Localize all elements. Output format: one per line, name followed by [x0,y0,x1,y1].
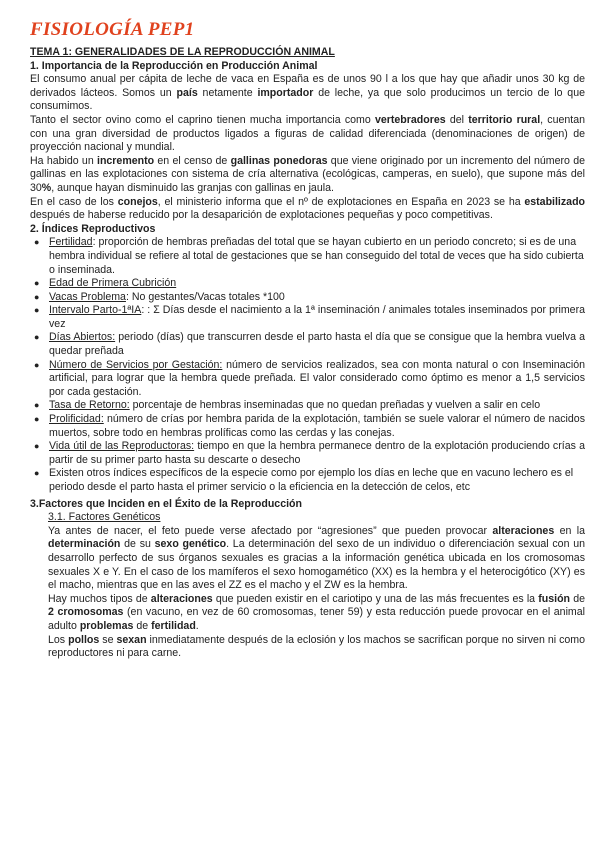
section-1-paragraph-2: Tanto el sector ovino como el caprino tienen mucha importancia como vertebradores del territorio rural, cuentan con una gran diversidad de productos ligados a figuras de calidad diferenciada (denominaciones de origen) de proyección nacional y mundial. [30,113,586,154]
list-item: ● Edad de Primera Cubrición [34,277,177,290]
section-3-paragraph-3: Los pollos se sexan inmediatamente después de la eclosión y los machos se sacrifican porque no sirven ni como reproductores ni para carne. [48,633,585,660]
list-item: ● Vacas Problema: No gestantes/Vacas totales *100 [34,290,285,303]
list-item: ● Fertilidad: proporción de hembras preñadas del total que se hayan cubierto en un periodo concreto; si es de una hembra individual se refiere al total de gestaciones que se han conseguido del total de veces que ha sido cubierta o inseminada. [34,236,584,276]
tema-heading: TEMA 1: GENERALIDADES DE LA REPRODUCCIÓN ANIMAL [30,46,335,58]
section-1-paragraph-1: El consumo anual per cápita de leche de vaca en España es de unos 90 l a los que hay que añadir unos 30 kg de derivados lácteos. Somos un país netamente importador de leche, ya que solo producimos un tercio de lo que consumimos. [30,73,585,113]
bullet-icon: ● [34,414,40,425]
bullet-icon: ● [34,468,40,479]
section-1-paragraph-4: En el caso de los conejos, el ministerio informa que el nº de explotaciones en España en 2023 se ha estabilizado después de haberse reducido por la desaparición de explotaciones pequeñas y poco competitivas. [30,195,586,222]
indices-list [30,236,585,494]
bullet-icon: ● [34,441,40,452]
bullet-icon: ● [34,400,40,411]
list-item: ● Días Abiertos: periodo (días) que transcurren desde el parto hasta el día que se consigue que la hembra vuelva a quedar preñada [34,331,585,358]
bullet-icon: ● [34,291,40,302]
section-3-heading: 3.Factores que Inciden en el Éxito de la Reproducción [30,497,302,510]
bullet-icon: ● [34,359,40,370]
bullet-icon: ● [34,305,40,316]
bullet-icon: ● [34,237,40,248]
list-item: ● Intervalo Parto-1ªIA: : Σ Días desde el nacimiento a la 1ª inseminación / animales totales inseminados por primera vez [34,304,585,330]
section-3-paragraph-1: Ya antes de nacer, el feto puede verse afectado por “agresiones” que pueden provocar alteraciones en la determinación de su sexo genético. La determinación del sexo de un individuo o diferenciación sexual con un desarrollo perfecto de sus órganos sexuales es gracias a la información genética ubicada en los cromosomas sexuales X e Y. En el caso de los mamíferos el sexo homogamético (XX) es la hembra y el heterocigótico (XY) es el macho, mientras que en las aves el ZZ es el macho y el ZW es la hembra. [48,524,586,592]
list-item: ● Tasa de Retorno: porcentaje de hembras inseminadas que no quedan preñadas y vuelven a salir en celo [34,399,541,412]
list-item: ● Existen otros índices específicos de la especie como por ejemplo los días en leche que en vacuno lechero es el periodo desde el parto hasta el primer servicio o la eficiencia en la detección de celos, etc [34,467,574,493]
section-1-paragraph-3: Ha habido un incremento en el censo de gallinas ponedoras que viene originado por un incremento del número de gallinas en las explotaciones con sistema de cría alternativa (ecológicas, camperas, en suelo), que supone más del 30%, aunque hayan disminuido las granjas con gallinas en jaula. [30,154,586,194]
list-item: ● Número de Servicios por Gestación: número de servicios realizados, sea con monta natural o con Inseminación artificial, para lograr que la hembra quede preñada. El valor considerado como óptimo es menor a 1,5 servicios por cada gestación. [34,358,585,398]
bullet-icon: ● [34,332,40,343]
list-item: ● Prolificidad: número de crías por hembra parida de la explotación, también se suele valorar el número de nacidos muertos, sobre todo en hembras prolíficas como las cerdas y las conejas. [34,413,585,439]
bullet-icon: ● [34,278,40,289]
document-page [30,18,585,661]
subsection-3-1-heading: 3.1. Factores Genéticos [48,511,161,524]
section-1-heading: 1. Importancia de la Reproducción en Producción Animal [30,59,318,72]
section-2-heading: 2. Índices Reproductivos [30,222,156,235]
document-title: FISIOLOGÍA PEP1 [30,19,195,40]
section-3-paragraph-2: Hay muchos tipos de alteraciones que pueden existir en el cariotipo y una de las más frecuentes es la fusión de 2 cromosomas (en vacuno, en vez de 60 cromosomas, tener 59) y esta reducción puede provocar en el animal adulto problemas de fertilidad. [48,592,585,632]
list-item: ● Vida útil de las Reproductoras: tiempo en que la hembra permanece dentro de la explotación produciendo crías a partir de su primer parto hasta su descarte o desecho [34,440,585,466]
